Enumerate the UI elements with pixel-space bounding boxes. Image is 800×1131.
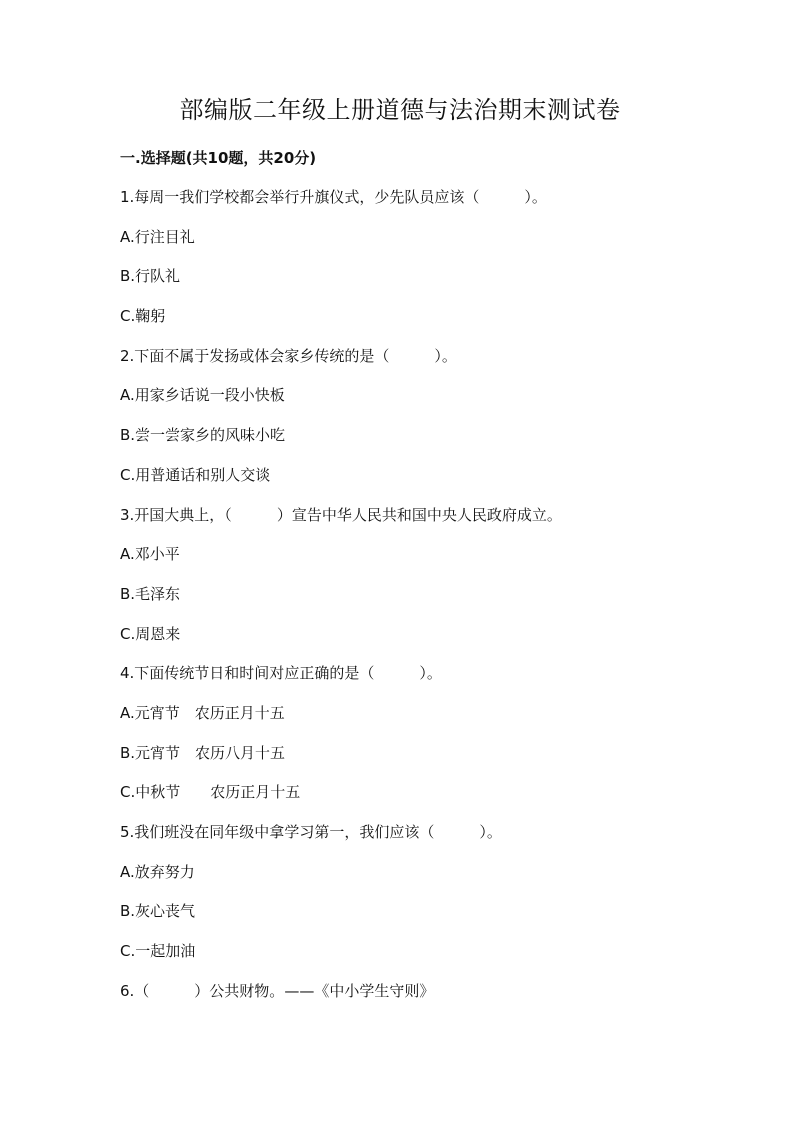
section-heading: 一.选择题(共10题，共20分) [120,149,317,167]
question-6: 6.（ ）公共财物。——《中小学生守则》 [120,981,435,1000]
option-4c: C.中秋节 农历正月十五 [120,783,301,802]
question-5: 5.我们班没在同年级中拿学习第一，我们应该（ ）。 [120,823,502,841]
option-5a: A.放弃努力 [120,862,195,881]
option-5c: C.一起加油 [120,942,196,961]
option-2b: B.尝一尝家乡的风味小吃 [120,426,286,445]
option-1b: B.行队礼 [120,267,181,286]
option-4b: B.元宵节 农历八月十五 [120,743,286,762]
question-list [120,185,720,1018]
option-1a: A.行注目礼 [120,227,195,246]
option-4a: A.元宵节 农历正月十五 [120,703,285,722]
option-1c: C.鞠躬 [120,307,166,326]
option-3b: B.毛泽东 [120,584,181,603]
question-4: 4.下面传统节日和时间对应正确的是（ ）。 [120,664,442,683]
question-2: 2.下面不属于发扬或体会家乡传统的是（ ）。 [120,346,457,365]
option-5b: B.灰心丧气 [120,902,196,921]
option-3c: C.周恩来 [120,624,181,643]
question-3: 3.开国大典上，（ ）宣告中华人民共和国中央人民政府成立。 [120,505,562,524]
question-1: 1.每周一我们学校都会举行升旗仪式，少先队员应该（ ）。 [120,188,547,206]
option-2a: A.用家乡话说一段小快板 [120,386,285,405]
option-2c: C.用普通话和别人交谈 [120,465,271,484]
option-3a: A.邓小平 [120,545,180,564]
page-title: 部编版二年级上册道德与法治期末测试卷 [179,96,621,124]
